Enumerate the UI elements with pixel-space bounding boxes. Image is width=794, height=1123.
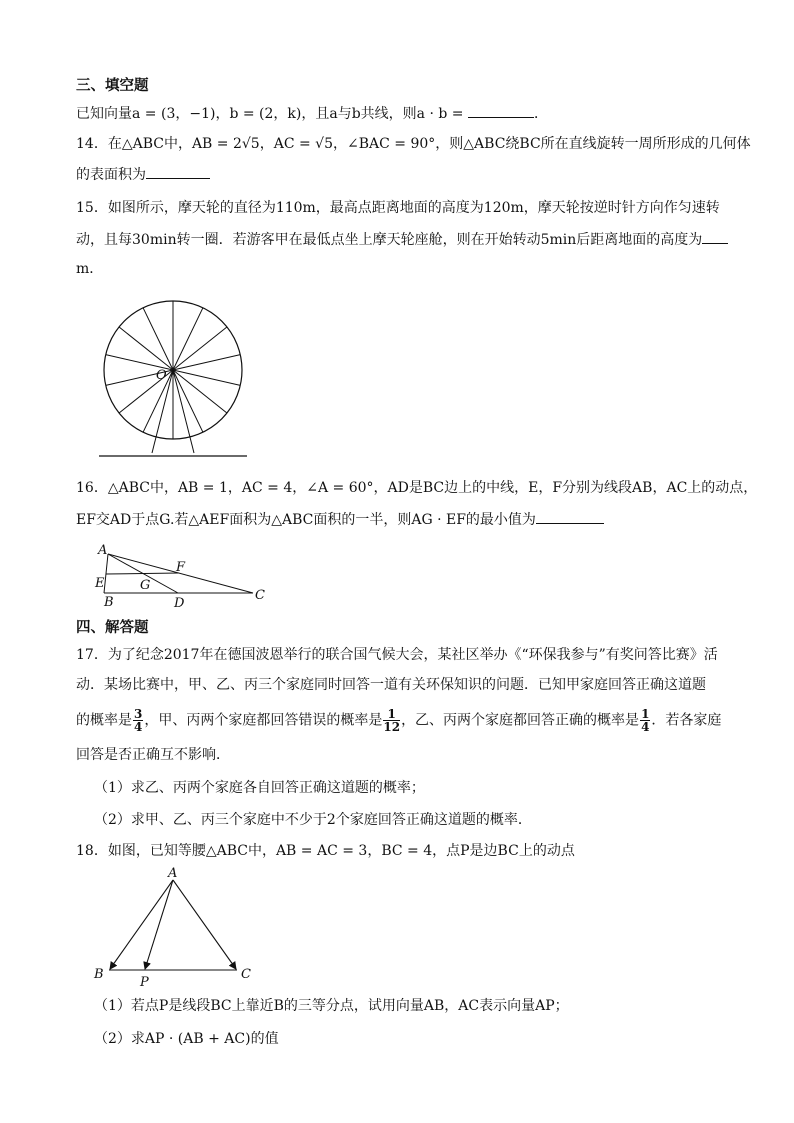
frac1-num: 3 <box>134 707 143 721</box>
vector-ab <box>110 880 173 969</box>
center-label-o: O <box>156 368 167 383</box>
question-15-line3: m． <box>76 261 104 277</box>
ferris-wheel-spoke <box>173 308 203 370</box>
q15-answer-blank[interactable] <box>702 229 728 244</box>
fraction-1-4 <box>640 708 650 733</box>
question-14-line2 <box>76 164 210 185</box>
q13-end: ． <box>533 106 548 122</box>
label-b: B <box>104 595 114 610</box>
question-18-sub1: （1）若点P是线段BC上靠近B的三等分点，试用向量AB，AC表示向量AP； <box>94 998 569 1014</box>
ferris-wheel-spoke <box>173 370 203 432</box>
question-16-line1: 16．△ABC中，AB = 1，AC = 4，∠A = 60°，AD是BC边上的中线，E，F分别为线段AB，AC上的动点， <box>76 480 758 496</box>
frac3-num: 1 <box>641 707 650 721</box>
frac2-num: 1 <box>383 708 400 721</box>
q14-line2-text: 的表面积为 <box>76 167 146 183</box>
fraction-3-4 <box>133 708 143 733</box>
question-17-line2: 动．某场比赛中，甲、乙、丙三个家庭同时回答一道有关环保知识的问题．已知甲家庭回答正确这道题 <box>76 677 706 693</box>
question-17-line3 <box>76 708 721 733</box>
vector-ap <box>145 880 173 969</box>
ferris-wheel-figure <box>96 290 256 466</box>
section-title-answer: 四、解答题 <box>76 620 149 636</box>
label-d: D <box>174 596 185 611</box>
label-f: F <box>176 560 186 575</box>
question-13 <box>76 103 548 124</box>
q16-answer-blank[interactable] <box>536 509 604 524</box>
frac1-den: 4 <box>134 720 143 734</box>
label-a-q18: A <box>168 866 178 881</box>
triangle-figure-q16 <box>90 538 280 614</box>
ferris-wheel-spoke <box>143 308 173 370</box>
q17-l3a: 的概率是 <box>76 712 132 729</box>
q17-l3d: ．若各家庭 <box>651 712 722 729</box>
triangle-figure-q18 <box>86 864 266 992</box>
label-g: G <box>140 578 151 593</box>
fraction-1-12 <box>383 708 400 733</box>
question-16-line2 <box>76 509 604 530</box>
label-c-q18: C <box>241 967 251 982</box>
q16-line2-text: EF交AD于点G.若△AEF面积为△ABC面积的一半，则AG · EF的最小值为 <box>76 512 536 528</box>
label-a: A <box>98 543 108 558</box>
q17-l3b: ，甲、丙两个家庭都回答错误的概率是 <box>144 712 383 729</box>
label-b-q18: B <box>94 967 104 982</box>
question-18-line1: 18．如图，已知等腰△ABC中，AB = AC = 3，BC = 4，点P是边BC上的动点 <box>76 843 575 859</box>
label-p-q18: P <box>140 975 149 990</box>
q13-text: 已知向量a = (3，−1)，b = (2，k)，且a与b共线，则a · b = <box>76 106 468 122</box>
q13-answer-blank[interactable] <box>468 103 534 118</box>
q14-answer-blank[interactable] <box>146 164 210 179</box>
question-17-sub2: （2）求甲、乙、丙三个家庭中不少于2个家庭回答正确这道题的概率． <box>94 812 532 828</box>
q17-l3c: ，乙、丙两个家庭都回答正确的概率是 <box>401 712 640 729</box>
question-18-sub2: （2）求AP · (AB + AC)的值 <box>94 1031 279 1047</box>
ferris-wheel-right-leg <box>173 370 194 453</box>
label-e: E <box>95 576 105 591</box>
frac3-den: 4 <box>641 720 650 734</box>
label-c: C <box>255 588 265 603</box>
vector-ac <box>173 880 236 969</box>
question-15-line1: 15．如图所示，摩天轮的直径为110m，最高点距离地面的高度为120m，摩天轮按逆时针方向作匀速转 <box>76 200 720 216</box>
question-17-line1: 17．为了纪念2017年在德国波恩举行的联合国气候大会，某社区举办《“环保我参与”有奖问答比赛》活 <box>76 647 718 663</box>
q15-line2-text: 动，且每30min转一圈．若游客甲在最低点坐上摩天轮座舱，则在开始转动5min后距离地面的高度为 <box>76 232 703 248</box>
frac2-den: 12 <box>383 720 401 734</box>
question-15-line2 <box>76 229 728 250</box>
section-title-fill-in: 三、填空题 <box>76 78 149 94</box>
question-17-line4: 回答是否正确互不影响． <box>76 747 230 763</box>
question-17-sub1: （1）求乙、丙两个家庭各自回答正确这道题的概率； <box>94 780 425 796</box>
segment-ef <box>106 573 179 574</box>
question-14-line1: 14．在△ABC中，AB = 2√5，AC = √5，∠BAC = 90°，则△ABC绕BC所在直线旋转一周所形成的几何体 <box>76 136 751 152</box>
